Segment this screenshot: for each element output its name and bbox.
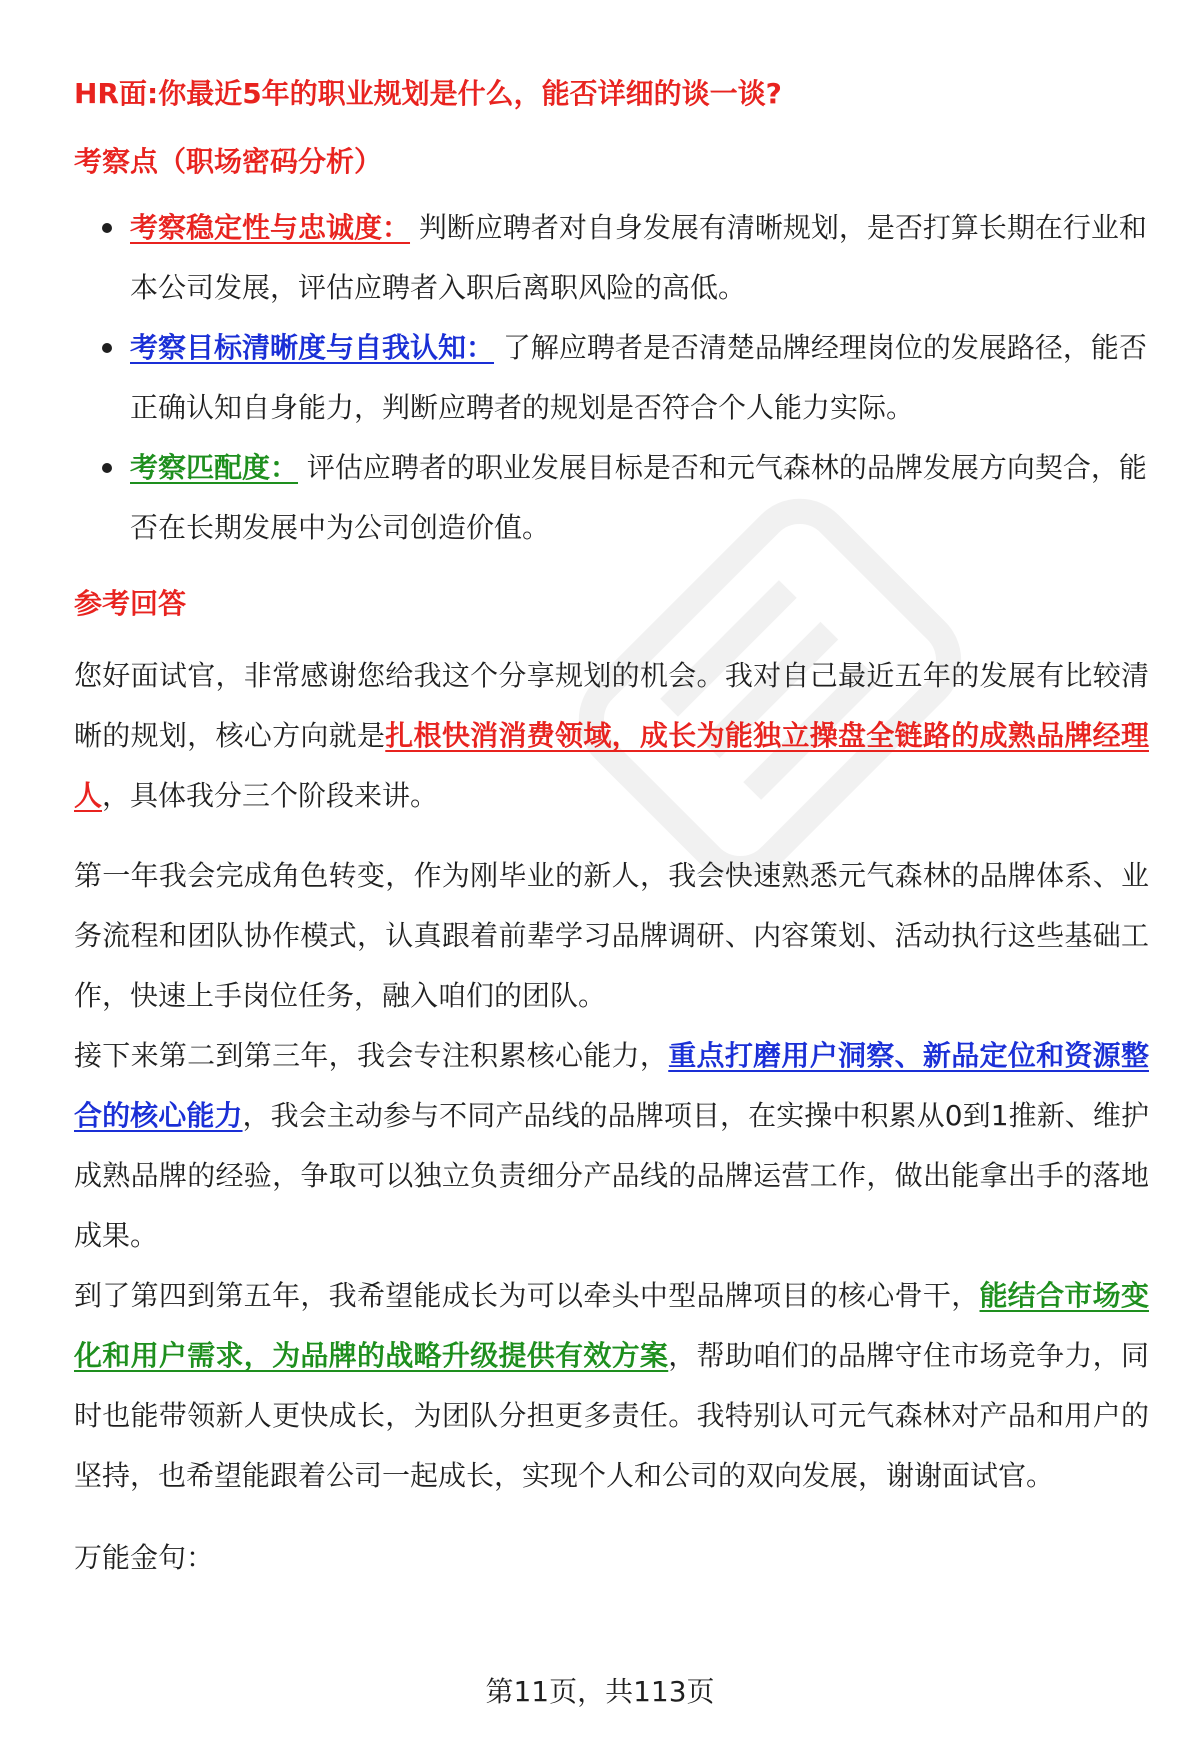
bullet-icon: [102, 463, 112, 473]
year4-highlight: 能结合市场变化和用户需求，为品牌的战略升级提供有效方案: [74, 1279, 1149, 1372]
answer-paragraph-year4-5: [74, 1266, 1149, 1506]
intro-text: 您好面试官，非常感谢您给我这个分享规划的机会。我对自己最近五年的发展有比较清晰的规划，核心方向就是: [74, 659, 1149, 752]
answer-paragraph-intro: [74, 646, 1149, 826]
bullet-icon: [102, 343, 112, 353]
point-keyword: 考察匹配度：: [130, 451, 299, 484]
document-page: [74, 70, 1149, 1588]
interview-question: HR面:你最近5年的职业规划是什么，能否详细的谈一谈?: [74, 77, 782, 110]
answer-title: 参考回答: [74, 587, 187, 620]
answer-paragraph-year2-3: [74, 1026, 1149, 1266]
year2-highlight: 重点打磨用户洞察、新品定位和资源整合的核心能力: [74, 1039, 1149, 1132]
point-text: 判断应聘者对自身发展有清晰规划，是否打算长期在行业和本公司发展，评估应聘者入职后离职风险的高低。: [130, 211, 1147, 304]
analysis-point: [130, 198, 1149, 318]
bullet-icon: [102, 223, 112, 233]
analysis-point: [130, 318, 1149, 438]
year2-text: 接下来第二到第三年，我会专注积累核心能力，: [74, 1039, 669, 1072]
analysis-title: 考察点（职场密码分析）: [74, 145, 383, 178]
year2-text-end: ，我会主动参与不同产品线的品牌项目，在实操中积累从0到1推新、维护成熟品牌的经验，争取可以独立负责细分产品线的品牌运营工作，做出能拿出手的落地成果。: [74, 1099, 1149, 1252]
answer-paragraph-year1: 第一年我会完成角色转变，作为刚毕业的新人，我会快速熟悉元气森林的品牌体系、业务流程和团队协作模式，认真跟着前辈学习品牌调研、内容策划、活动执行这些基础工作，快速上手岗位任务，融入咱们的团队。: [74, 859, 1149, 1012]
analysis-point: [130, 438, 1149, 558]
year4-text-end: ，帮助咱们的品牌守住市场竞争力，同时也能带领新人更快成长，为团队分担更多责任。我特别认可元气森林对产品和用户的坚持，也希望能跟着公司一起成长，实现个人和公司的双向发展，谢谢面试官。: [74, 1339, 1149, 1492]
year4-text: 到了第四到第五年，我希望能成长为可以牵头中型品牌项目的核心骨干，: [74, 1279, 980, 1312]
point-text: 评估应聘者的职业发展目标是否和元气森林的品牌发展方向契合，能否在长期发展中为公司创造价值。: [130, 451, 1147, 544]
intro-highlight: 扎根快消消费领域，成长为能独立操盘全链路的成熟品牌经理人: [74, 719, 1149, 812]
intro-text-end: ，具体我分三个阶段来讲。: [102, 779, 439, 812]
point-text: 了解应聘者是否清楚品牌经理岗位的发展路径，能否正确认知自身能力，判断应聘者的规划是否符合个人能力实际。: [130, 331, 1147, 424]
analysis-points-list: [74, 198, 1149, 558]
point-keyword: 考察稳定性与忠诚度：: [130, 211, 411, 244]
page-number: 第11页，共113页: [485, 1675, 715, 1708]
golden-phrase-label: 万能金句：: [74, 1541, 215, 1574]
point-keyword: 考察目标清晰度与自我认知：: [130, 331, 495, 364]
